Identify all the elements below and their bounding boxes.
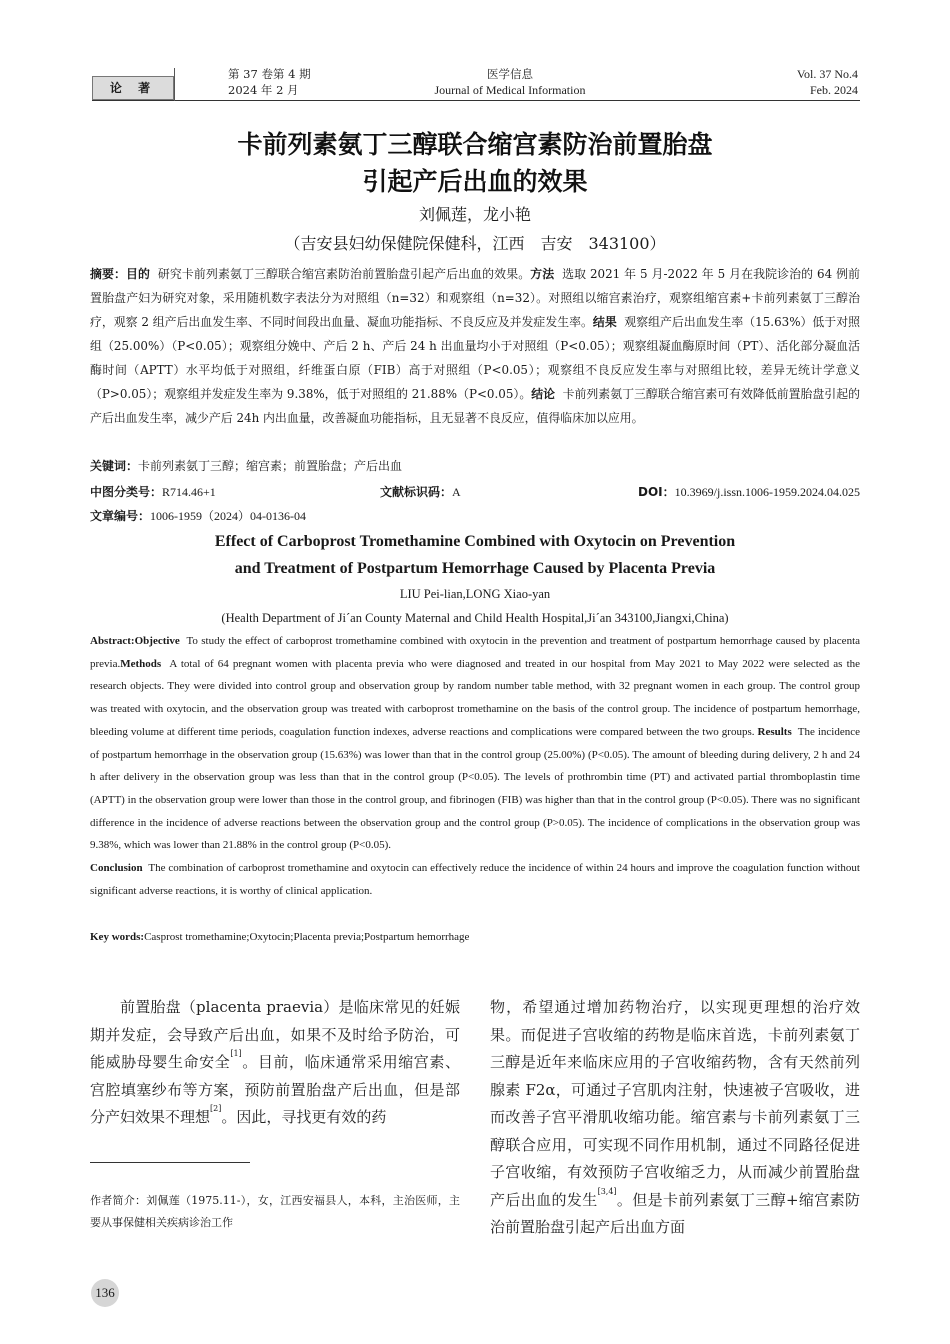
clc-number [90, 480, 216, 504]
article-number [90, 504, 306, 528]
doi [560, 480, 860, 504]
conclusion-cn: 卡前列素氨丁三醇联合缩宫素可有效降低前置胎盘引起的产后出血发生率，减少产后 24h 内出血量，改善凝血功能指标，且无显著不良反应，值得临床加以应用。 [90, 387, 860, 425]
title-cn-line2: 引起产后出血的效果 [362, 167, 588, 196]
conclusion-label-en: Conclusion [90, 862, 143, 875]
keywords-cn [90, 454, 860, 478]
author-footnote: 作者简介：刘佩莲（1975.11-），女，江西安福县人，本科，主治医师，主要从事保健相关疾病诊治工作 [90, 1194, 460, 1229]
objective-label-cn: 目的 [126, 267, 151, 281]
volume-en: Vol. 37 No.4 [796, 67, 858, 81]
affiliation-en: (Health Department of Ji´an County Maternal and Child Health Hospital,Ji´an 343100,Jiangxi,China) [221, 611, 729, 625]
keywords-en [90, 926, 860, 949]
methods-en: A total of 64 pregnant women with placenta previa who were diagnosed and treated in our hospital from May 2021 to May 2022 were selected as the research objects. They were divided into control group and observation group by random number table method, with 32 pregnant women in each group. The control group was treated with oxytocin, and the observation group was treated with carboprost tromethamine on the basis of the control group. The incidence of postpartum hemorrhage, bleeding volume at different time periods, coagulation function indexes, adverse reactions and complications were compared between the two groups. [90, 657, 861, 738]
body-left-p1: 前置胎盘（placenta praevia）是临床常见的妊娠期并发症，会导致产后出血，如果不及时给予防治，可能威胁母婴生命安全 [90, 998, 460, 1071]
clc-label: 中图分类号： [90, 485, 163, 499]
doc-label: 文献标识码： [380, 485, 453, 499]
objective-en: To study the effect of carboprost tromethamine combined with oxytocin in the prevention and treatment of postpartum hemorrhage caused by placenta previa. [90, 635, 861, 670]
doi-value: 10.3969/j.issn.1006-1959.2024.04.025 [674, 485, 860, 499]
header-divider [174, 68, 175, 101]
abstract-cn [90, 262, 860, 430]
journal-cn: 医学信息 [487, 67, 533, 81]
doi-label: DOI： [638, 485, 675, 499]
title-en-line1: Effect of Carboprost Tromethamine Combined with Oxytocin on Prevention [214, 533, 736, 550]
methods-cn: 选取 2021 年 5 月-2022 年 5 月在我院诊治的 64 例前置胎盘产妇为研究对象，采用随机数字表法分为对照组（n=32）和观察组（n=32）。对照组以缩宫素治疗，观察组缩宫素+卡前列素氨丁三醇治疗，观察 2 组产后出血发生率、不同时间段出血量、凝血功能指标、不良反应及并发症发生率。 [90, 267, 860, 329]
results-en: The incidence of postpartum hemorrhage in the observation group (15.63%) was lower than that in the control group (25.00%) (P<0.05). The amount of bleeding during delivery, 2 h and 24 h after delivery in the observation group was less than that in the control group (P<0.05). The levels of prothrombin time (PT) and activated partial thromboplastin time (APTT) in the observation group were lower than those in the control group, and fibrinogen (FIB) was higher than that in the control group (P<0.05). There was no significant difference in the incidence of adverse reactions between the observation group and the control group (P>0.05). The incidence of complications in the observation group was 9.38%, which was lower than 21.88% in the control group (P<0.05). [90, 725, 861, 852]
abstract-en [90, 630, 860, 902]
objective-cn: 研究卡前列素氨丁三醇联合缩宫素防治前置胎盘引起产后出血的效果。 [157, 267, 531, 281]
date-cn: 2024 年 2 月 [228, 83, 299, 97]
authors-en: LIU Pei-lian,LONG Xiao-yan [399, 587, 551, 601]
methods-label-cn: 方法 [530, 267, 555, 281]
ref-1[interactable]: [1] [230, 1049, 242, 1058]
conclusion-label-cn: 结论 [531, 387, 556, 401]
objective-label-en: Objective [134, 635, 180, 647]
title-en-line2: and Treatment of Postpartum Hemorrhage Caused by Placenta Previa [234, 560, 716, 577]
body-right-p2: 。但是卡前列素氨丁三醇+缩宫素防治前置胎盘引起产后出血方面 [490, 1190, 860, 1236]
results-cn: 观察组产后出血发生率（15.63%）低于对照组（25.00%）（P<0.05）；观察组分娩中、产后 2 h、产后 24 h 出血量均小于对照组（P<0.05）；观察组凝血酶原时间（PT）、活化部分凝血活酶时间（APTT）水平均低于对照组，纤维蛋白原（FIB）高于对照组（P<0.05）；观察组不良反应发生率与对照组比较，差异无统计学意义（P>0.05）；观察组并发症发生率为 9.38%，低于对照组的 21.88%（P<0.05）。 [90, 315, 860, 401]
section-tag: 论 著 [92, 76, 174, 100]
keywords-en-label: Key words: [90, 931, 145, 943]
abstract-en-label: Abstract: [90, 635, 135, 647]
results-label-cn: 结果 [592, 315, 617, 329]
authors-cn: 刘佩莲，龙小艳 [418, 205, 531, 224]
volume-cn: 第 37 卷第 4 期 [228, 67, 311, 81]
body-left-column [90, 994, 460, 1132]
ref-3-4[interactable]: [3,4] [597, 1186, 617, 1196]
keywords-en-text: Casprost tromethamine;Oxytocin;Placenta previa;Postpartum hemorrhage [144, 931, 470, 943]
header-rule [92, 100, 860, 101]
body-left-p3: 。因此，寻找更有效的药 [221, 1108, 387, 1126]
article-label: 文章编号： [90, 509, 151, 523]
keywords-cn-text: 卡前列素氨丁三醇；缩宫素；前置胎盘；产后出血 [138, 459, 403, 473]
title-cn-line1: 卡前列素氨丁三醇联合缩宫素防治前置胎盘 [237, 130, 713, 159]
page-number: 136 [91, 1279, 119, 1307]
keywords-cn-label: 关键词： [90, 459, 139, 473]
methods-label-en: Methods [120, 657, 162, 670]
journal-en: Journal of Medical Information [434, 83, 586, 97]
results-label-en: Results [757, 725, 792, 738]
body-right-column [490, 994, 860, 1242]
body-left-p2: 。目前，临床通常采用缩宫素、宫腔填塞纱布等方案，预防前置胎盘产后出血，但是部分产妇效果不理想 [90, 1053, 460, 1126]
date-en: Feb. 2024 [810, 83, 858, 97]
clc-value: R714.46+1 [162, 485, 216, 499]
affiliation-cn: （吉安县妇幼保健院保健科，江西 吉安 343100） [284, 234, 666, 253]
body-right-p1: 物，希望通过增加药物治疗，以实现更理想的治疗效果。而促进子宫收缩的药物是临床首选，卡前列素氨丁三醇是近年来临床应用的子宫收缩药物，含有天然前列腺素 F2α，可通过子宫肌肉注射，快速被子宫吸收，进而改善子宫平滑肌收缩功能。缩宫素与卡前列素氨丁三醇联合应用，可实现不同作用机制，通过不同路径促进子宫收缩，有效预防子宫收缩乏力，从而减少前置胎盘产后出血的发生 [490, 998, 860, 1209]
footnote-rule [90, 1162, 250, 1163]
ref-2[interactable]: [2] [210, 1104, 222, 1113]
article-value: 1006-1959（2024）04-0136-04 [150, 509, 307, 523]
conclusion-en: The combination of carboprost tromethamine and oxytocin can effectively reduce the incidence of within 24 hours and improve the coagulation function without significant adverse reactions, it is worthy of clinical application. [90, 862, 860, 897]
doc-value: A [452, 485, 461, 499]
abstract-cn-label: 摘要： [90, 267, 127, 281]
doc-code [380, 480, 461, 504]
